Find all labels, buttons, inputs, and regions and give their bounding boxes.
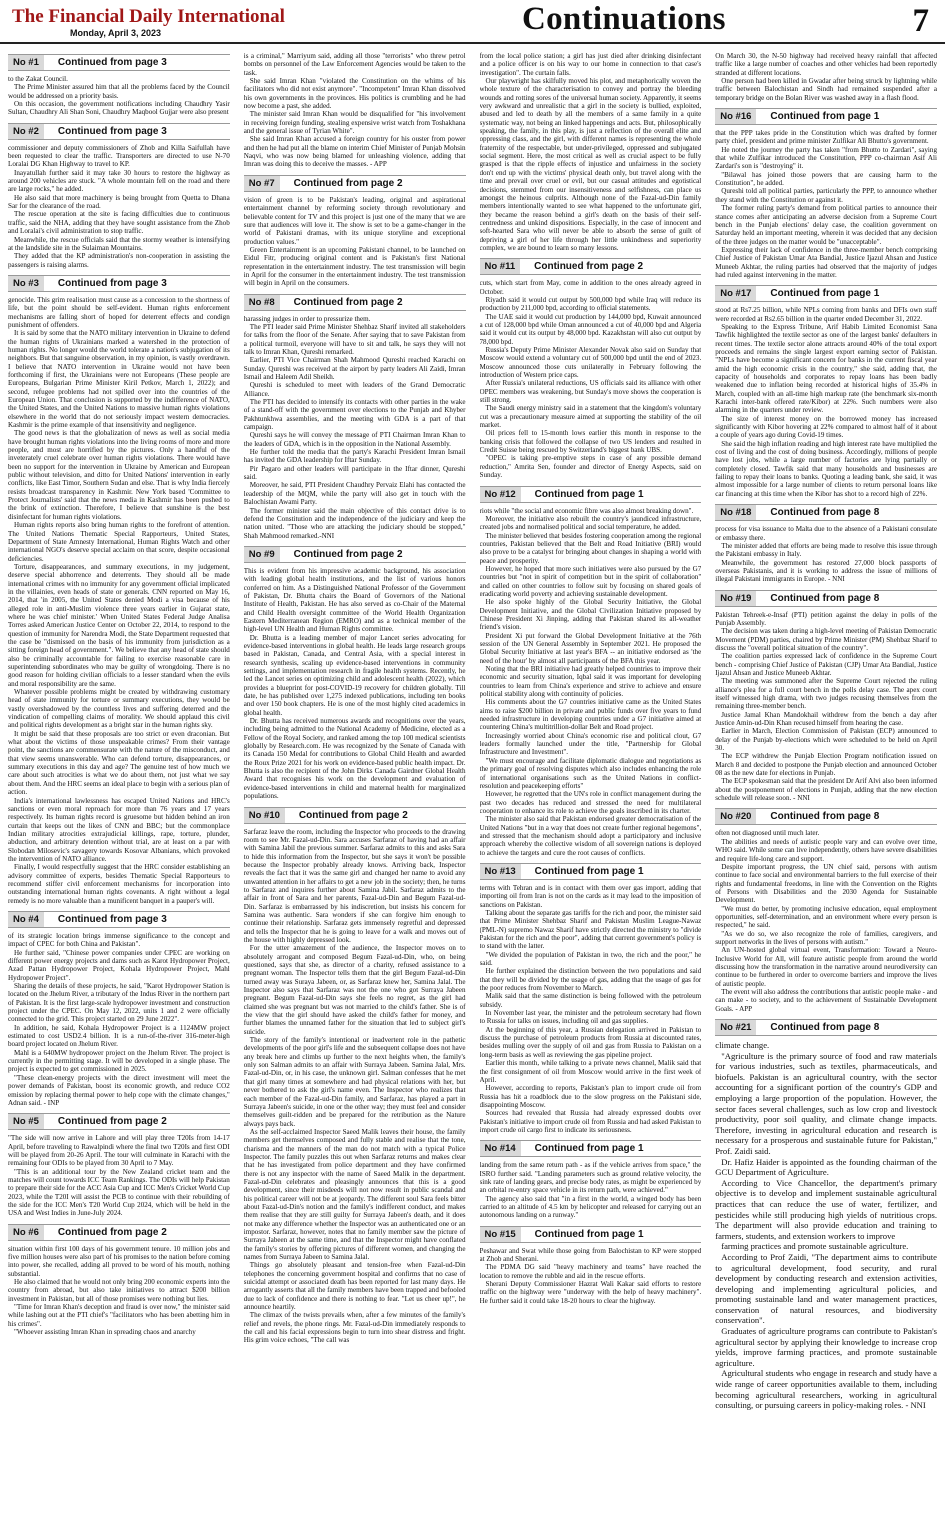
story-header: [480, 258, 702, 275]
story-number-tag: No #12: [480, 487, 521, 502]
story-paragraph: Speaking to the Express Tribune, Arif Habib Limited Economist Sana Tawfik highlighted the textile sector as one of the largest banks' defaulters in recent times. The textile sector alone attracts around 40% of the total export proceeds and remains the single largest export earning sector of Pakistan. "NPLs have become a significant concern for banks in the current fiscal year amid the high economic crisis in the country," she said, adding that, the capacity of households and corporates to repay loans has been badly weakened due to inflation being recorded at historical highs of 35.4% in March, coupled with an all-time high markup rate (the benchmark six-month Karachi inter-bank offered rate/Kibor) at 22%. Such numbers were also alarming in the quarters under review.: [715, 322, 937, 415]
story-number-tag: No #16: [715, 109, 756, 124]
story-paragraph: They added that the KP administration's non-cooperation in assisting the passengers is raising alarms.: [8, 252, 230, 269]
story-header: [244, 175, 466, 192]
story-paragraph: "We divided the population of Pakistan in two, the rich and the poor," he said.: [479, 950, 702, 968]
story-paragraph: The minister said Imran Khan would be disqualified for "his involvement in receiving foreign funding, stealing expensive wrist watch from Toshakhana and the general issue of Tyrian White".: [243, 110, 466, 136]
story-number-tag: No #17: [715, 286, 756, 301]
story-paragraph: Our playwright has skilfully moved his plot, and metaphorically woven the whole texture of the characterisation to convey and portray the bleeding wounds and rotting sores of the universal human society. Apparently, it seems very awkward and unrealistic that a girl in the society is bullied, exploited, abused and led to death by all the members of a same family in a quite systematic way, not being an linked happenings and acts. But, philosophically speaking, the family, in this play, is just a reflection of the overall elite and oppressing class, and the girl, with different names is representing the whole fraternity of the respectable, but under-privileged, oppressed and subjugated social segment. Here, the most critical as well as crucial aspect to be fully grasped is that the ripple effects of injustice and unfairness in the society don't end up with the victims' physical death only, but travel along with the time and prevail over cruel or evil, but our casual attitudes and egotistical decisions, stemmed from our insensitiveness and selfishness, can place us amongst the heinous culprits. Although none of the Fazal-ud-Din family members intentionally wanted to see what happened to the unfortunate girl, they became the reason behind a girl's death on the basis of their self-centredness and unkind dispositions. Especially, in the case of innocent and soft-hearted Sara who will never be able to absorb the sense of guilt of depriving a girl of her life through her little unkindness and superiority complex, we are bound to learn so many lessons.: [479, 77, 702, 252]
story-paragraph: riots while "the social and economic fibre was also almost breaking down".: [479, 506, 694, 515]
story-number-tag: No #1: [8, 55, 44, 70]
continuation-story: [244, 294, 466, 540]
story-paragraph: He also claimed that he would not only bring 200 economic experts into the country from abroad, but also take initiatives to attract $200 billion investment in Pakistan, but all of those promises were nothing but lies.: [8, 1278, 230, 1303]
story-paragraph: "The side will now arrive in Lahore and will play three T20Is from 14-17 April, before traveling to Rawalpindi where the final two T20Is and first ODI will be played from 20-26 April. The tour will culminate in Karachi with the remaining four ODIs to be played from 30 April to 7 May.: [8, 1134, 230, 1168]
continuation-story: [480, 1226, 702, 1305]
story-paragraph: She said the high inflation reading and high interest rate have multiplied the cost of living and the cost of doing business. Accordingly, millions of people have lost jobs, while a large number of factories are lying partially or completely closed. Tawfik said that many households and businesses are failing to repay their loans to banks. Quoting a leading bank, she said, it was almost impossible for a large number of clients to return personal loans like car financing at this time when the Kibor has shot to a record high of 22%.: [715, 439, 937, 498]
story-paragraph: The former ruling party's demand from political parties to announce their stance comes after anticipating an adverse decision from a Supreme Court bench in the Punjab elections' delay case, the coalition government on Saturday held an important meeting, wherein it was decided that any decision of the three judges on the matter would be "unacceptable".: [715, 204, 937, 246]
story-paragraph: "Whoever assisting Imran Khan in spreading chaos and anarchy: [14, 1328, 196, 1337]
story-paragraph: Despite important progress, the UN chief said, persons with autism continue to face social and environmental barriers to the full exercise of their rights and fundamental freedoms, in line with the Convention on the Rights of Persons with Disabilities and the 2030 Agenda for Sustainable Development.: [715, 862, 937, 905]
story-paragraph: The rescue operation at the site is facing difficulties due to continuous traffic, said the NHA, adding that they have sought assistance from the Zhob and Loralai's civil administration to stop traffic.: [8, 210, 230, 236]
continued-from-label: Continued from page 1: [770, 111, 880, 123]
story-paragraph: He further told the media that the party's Karachi President Imran Ismail has invited the GDA leadership for Iftar Sunday.: [243, 448, 466, 465]
story-paragraph: Increasingly worried about China's economic rise and political clout, G7 leaders formally launched under the title, "Partnership for Global Infrastructure and Investment".: [479, 731, 702, 757]
story-header: [480, 486, 702, 503]
story-header: [480, 863, 702, 880]
story-paragraph: Sherani Deputy Commissioner Hazrat Wali Kakar said efforts to restore traffic on the highway were "underway with the help of heavy machinery". He further said it could take 18-20 hours to clear the highway.: [479, 1280, 702, 1305]
continuation-story: [715, 285, 937, 498]
continuation-story: [480, 486, 702, 857]
story-paragraph: Earlier, PTI Vice Chairman Shah Mahmood Qureshi reached Karachi on Sunday. Qureshi was received at the airport by party leaders Ali Zaidi, Imran Ismail and Haleem Adil Sheikh.: [243, 356, 466, 381]
continued-from-label: Continued from page 2: [293, 177, 403, 189]
continued-from-label: Continued from page 2: [57, 1116, 167, 1128]
continued-from-label: Continued from page 2: [293, 548, 403, 560]
story-number-tag: No #14: [480, 1141, 521, 1156]
story-paragraph: However, according to reports, Pakistan's plan to import crude oil from Russia has hit a roadblock due to the slow progress on the Pakistani side, disappointing Moscow.: [479, 1084, 702, 1109]
column-3: [480, 52, 702, 1526]
story-paragraph: The minister also said that Pakistan endorsed greater democratisation of the United Nations "but in a way that does not create further regional hegemons", and stressed that the mechanism should adopt a participatory and inclusive approach whereby the collective wisdom of all sovereign nations is deployed to achieve the targets and cure the root causes of conflicts.: [479, 815, 702, 857]
story-paragraph: The climax of the twists prevails when, after a few minutes of the family's relief and revels, the phone rings. Mr. Fazal-ud-Din immediately responds to the call and his facial expressions begin to turn into shear distress and fright. His grim voice echoes, "The call was: [243, 1311, 466, 1345]
continuation-story: [8, 123, 230, 269]
story-paragraph: "We must encourage and facilitate diplomatic dialogue and negotiations as the primary goal of resolving disputes which also includes enhancing the role of international organisations such as the United Nations in conflict-resolution and peacekeeping efforts": [479, 756, 702, 790]
continuation-story: [715, 52, 937, 102]
continuation-story: [8, 54, 230, 117]
story-paragraph: Earlier in March, Election Commission of Pakistan (ECP) announced to delay of the Punjab by-elections which were scheduled to be held on April 30.: [715, 727, 937, 753]
story-paragraph: In addition, he said, Kohala Hydropower Project is a 1124MW project estimated to cost USD2.4 billion. It is a run-of-the-river 316-meter-high board project located on Jhelum River.: [8, 1023, 230, 1049]
story-paragraph: On March 30, the N-50 highway had received heavy rainfall that affected traffic like a large number of coaches and other vehicles had been reportedly stranded at different locations.: [715, 52, 937, 77]
continuation-story: [480, 52, 702, 252]
story-number-tag: No #2: [8, 124, 44, 139]
story-number-tag: No #10: [244, 808, 285, 823]
story-paragraph: The UAE said it would cut production by 144,000 bpd, Kuwait announced a cut of 128,000 bpd while Oman announced a cut of 40,000 bpd and Algeria said it would cut its output by 48,000 bpd. Kazakhstan will also cut output by 78,000 bpd.: [479, 312, 702, 346]
story-paragraph: Green Entertainment is an upcoming Pakistani channel, to be launched on Eidul Fitr, producing original content and is Pakistan's first National representation in the entertainment industry. The test transmission will begin in April for the consumer in the entertainment industry. The test transmission will begin in April on the consumers.: [243, 245, 466, 288]
story-header: [8, 54, 230, 71]
story-number-tag: No #4: [8, 912, 44, 927]
story-paragraph: The agency also said that "in a first in the world, a winged body has been carried to an altitude of 4.5 km by helicopter and released for carrying out an autonomous landing on a runway.": [479, 1194, 702, 1220]
continued-from-label: Continued from page 2: [293, 296, 403, 308]
story-paragraph: However, he regretted that the UN's role in conflict management during the past two decades has reduced and stressed the need for multilateral cooperation to enhance its role to achieve the goals inscribed in its charter.: [479, 790, 702, 815]
column-1: [8, 52, 230, 1526]
story-paragraph: landing from the same return path - as if the vehicle arrives from space," the ISRO further said. "Landing parameters such as ground relative velocity, the sink rate of landing gears, and precise body rates, as might be experienced by an orbital re-entry space vehicle in its return path, were achieved.": [479, 1161, 702, 1195]
story-number-tag: No #19: [715, 591, 756, 606]
story-header: [244, 546, 466, 563]
story-paragraph: The minister added that efforts are being made to resolve this issue through the Pakistani embassy in Italy.: [715, 541, 937, 559]
story-paragraph: The event will also address the contributions that autistic people make - and can make - to society, and to the achievement of Sustainable Development Goals. - APP: [715, 988, 937, 1013]
continued-from-label: Continued from page 8: [770, 811, 880, 823]
story-paragraph: The abilities and needs of autistic people vary and can evolve over time, WHO said. While some can live independently, others have severe disabilities and require life-long care and support.: [715, 837, 937, 863]
continued-from-label: Continued from page 3: [57, 913, 167, 925]
story-number-tag: No #5: [8, 1114, 44, 1129]
story-header: [715, 285, 937, 302]
continuation-story: [715, 108, 937, 279]
story-paragraph: process for visa issuance to Malta due to the absence of a Pakistani consulate or embassy there.: [715, 525, 937, 542]
story-paragraph: Finally, I would respectfully suggest that the HRC consider establishing an advisory committee of experts, besides Thematic Special Rapporteurs to recommend stiffer civil enforcement mechanisms for incorporation into outstanding international human rights covenants. A right without a legal remedy is no more valuable than a munificent banquet in a pauper's will.: [8, 863, 230, 905]
story-paragraph: "OPEC is taking pre-emptive steps in case of any possible demand reduction," Amrita Sen, founder and director of Energy Aspects, said on Sunday.: [479, 454, 702, 480]
story-paragraph: He also said that more machinery is being brought from Quetta to Dhana Sar for the clearance of the road.: [8, 193, 230, 211]
continued-from-label: Continued from page 2: [57, 1226, 167, 1238]
page-number: 7: [912, 3, 929, 39]
story-paragraph: "We must do better, by promoting inclusive education, equal employment opportunities, self-determination, and an environment where every person is respected," he said.: [715, 904, 937, 930]
continued-from-label: Continued from page 8: [770, 507, 880, 519]
story-paragraph: Things go absolutely pleasant and tension-free when Fazal-ud-Din telephones the concerning government hospital and confirms that no case of suicidal attempt or associated death has been reported for last many days. He arrogantly asserts that all the family members have been trapped and befooled due to lack of confidence and there is nothing to fear. "Let us cheer up!", he announce heartily.: [243, 1261, 466, 1312]
story-paragraph: Russia's Deputy Prime Minister Alexander Novak also said on Sunday that Moscow would extend a voluntary cut of 500,000 bpd until the end of 2023. Moscow announced those cuts unilaterally in February following the introduction of Western price caps.: [479, 346, 702, 380]
story-header: [715, 590, 937, 607]
story-number-tag: No #20: [715, 809, 756, 824]
story-paragraph: She said Imran Khan accused a foreign country for his ouster from power and then he had put all the blame on interim Chief Minister of Punjab Mohsin Naqvi, who was now being blamed for unleashing violence, adding that Imran was doing this to deceive the masses. - APP: [243, 135, 466, 169]
story-paragraph: The minister believed that besides fostering cooperation among the regional countries, Pakistan believed that the Belt and Road Initiative (BRI) would also prove to be a catalyst for bringing about changes in shaping a world with peace and prosperity.: [479, 531, 702, 565]
masthead: [0, 0, 945, 44]
story-paragraph: The former minister said the main objective of this contact drive is to defend the Constitution and the independence of the judiciary and keep the nation united. "Those who are attacking the judiciary should be stopped," Shah Mahmood remarked.-NNI: [243, 506, 466, 540]
continuation-story: [715, 808, 937, 1013]
continuation-story: [480, 258, 702, 479]
continued-from-label: Continued from page 1: [534, 488, 644, 500]
story-paragraph: The PDMA DG said "heavy machinery and teams" have reached the location to remove the rubble and aid in the rescue efforts.: [479, 1263, 702, 1280]
continuation-story: [8, 275, 230, 905]
story-paragraph: The coalition parties expressed lack of confidence in the Supreme Court bench - comprising Chief Justice of Pakistan (CJP) Umar Ata Bandial, Justice Ijazul Ahsan and Justice Muneeb Akhtar.: [715, 652, 937, 677]
story-paragraph: For the utter amazement of the audience, the Inspector moves on to absolutely arrogant and composed Begum Fazal-ud-Din, who, on being questioned, says that she, as director of a charity, refused assistance to a pregnant woman. The Inspector tells them that the girl Begum Fazal-ud-Din turned away was Suraya Jabeen, or, as Sarfaraz knew her, Samina Jalal. The Inspector also says that Sarfaraz was not the one who got Surraya Jabeen pregnant. Begum Fazal-ud-Din says she feels no regret, as the girl had claimed she was pregnant but was not married to the child's father. She is of the view that the girl should have asked the child's father for money, and further blames the unnamed father for the situation that led to subject girl's suicide.: [243, 944, 466, 1036]
story-number-tag: No #9: [244, 547, 280, 562]
story-number-tag: No #6: [8, 1225, 44, 1240]
story-paragraph: Dr. Hafiz Haider is appointed as the founding chairman of the GCU Department of Agriculture.: [715, 1156, 937, 1178]
story-paragraph: from the local police station; a girl has just died after drinking disinfectant and a police officer is on his way to our home in connection to that case's investigation". The curtain falls.: [479, 52, 702, 77]
story-paragraph: The PTI has decided to intensify its contacts with other parties in the wake of a stand-off with the government over elections to the Punjab and Khyber Pakhtunkhwa assemblies, and the meeting with GDA is a part of that campaign.: [243, 398, 466, 432]
continuation-story: [715, 590, 937, 803]
story-paragraph: of its strategic location brings immense significance to the concept and impact of CPEC for both China and Pakistan".: [8, 931, 230, 949]
story-paragraph: Moreover, the initiative also rebuilt the country's jaundiced infrastructure, created jobs and normalised political and social temperature, he added.: [479, 514, 702, 532]
story-paragraph: harassing judges in order to pressurize them.: [243, 314, 371, 323]
story-paragraph: "These clean-energy projects with the direct investment will meet the power demands of Pakistan, boost its economic growth, and reduce CO2 emission by replacing thermal power to help cope with the climate changes," Adnan said. - INP: [8, 1073, 230, 1107]
story-header: [8, 123, 230, 140]
story-paragraph: Human rights reports also bring human rights to the forefront of attention. The United Nations Thematic Special Rapporteurs, United States, Department of State Amnesty International, Human Rights Watch and other international NGO's deserve special acclaim on that score, despite occasional deficiencies.: [8, 521, 230, 563]
story-paragraph: Inayatullah further said it may take 30 hours to restore the highway as around 200 vehicles are stuck. "A whole mountain fell on the road and there are large rocks," he added.: [8, 168, 230, 194]
story-paragraph: He noted the journey the party has taken "from Bhutto to Zardari", saying that while Zulfikar introduced the Constitution, PPP co-chairman Asif Ali Zardari's son is "destroying" it.: [715, 145, 937, 171]
story-paragraph: Agricultural students who engage in research and study have a wide range of career opportunities available to them, including becoming agricultural researchers, working in agricultural consulting, or pursuing careers in policy-making roles. - NNI: [715, 1368, 937, 1411]
newspaper-name: The Financial Daily International: [12, 6, 285, 27]
story-number-tag: No #21: [715, 1020, 756, 1035]
continuation-story: [244, 175, 466, 288]
story-header: [8, 1224, 230, 1241]
continuation-story: [715, 1019, 937, 1411]
story-paragraph: Peshawar and Swat while those going from Balochistan to KP were stopped at Zhob and Sherani.: [479, 1246, 702, 1263]
continued-from-label: Continued from page 2: [534, 261, 644, 273]
continued-from-label: Continued from page 3: [57, 57, 167, 68]
story-paragraph: Moreover, he said, PTI President Chaudhry Pervaiz Elahi has contacted the leadership of the MQM, while the party will also get in touch with the Balochistan Awami Party.: [243, 481, 466, 507]
story-paragraph: Expressing their lack of confidence in the three-member bench comprising Chief Justice of Pakistan Umar Ata Bandial, Justice Ijazul Ahsan and Justice Muneeb Akhtar, the ruling parties had observed that the majority of judges had ruled against intervening in the matter.: [715, 245, 937, 279]
story-paragraph: On this occasion, the government notifications including Chaudhry Yasir Sultan, Chaudhry Ali Shan Soni, Chaudhry Maqbool Gujjar were also present: [8, 100, 230, 117]
continuation-story: [8, 1224, 230, 1337]
continued-from-label: Continued from page 1: [534, 1228, 644, 1240]
continuation-story: [480, 1140, 702, 1219]
story-paragraph: Qureshi is scheduled to meet with leaders of the Grand Democratic Alliance.: [243, 381, 466, 398]
story-paragraph: According to Prof Zaidi, "The department aims to contribute to agricultural development, food security, and rural development by conducting research and extension activities, developing and implementing agricultural policies, and promoting sustainable land and water management practices, conservation of natural resources, and biodiversity conservation".: [715, 1251, 937, 1326]
story-paragraph: "As we do so, we also recognize the role of families, caregivers, and support networks in the lives of persons with autism.": [715, 929, 937, 946]
story-paragraph: to the Zakat Council.: [8, 75, 68, 83]
story-paragraph: cuts, which start from May, come in addition to the ones already agreed in October.: [479, 279, 702, 296]
continuation-story: [715, 504, 937, 583]
story-paragraph: An UN-hosted global virtual event, Transformation: Toward a Neuro-Inclusive World for All, will feature autistic people from around the world discussing how the transformation in the narrative around neurodiversity can continue to be furthered in order to overcome barriers and improve the lives of autistic people.: [715, 946, 937, 988]
continued-from-label: Continued from page 1: [534, 1143, 644, 1155]
continued-from-label: Continued from page 1: [534, 865, 644, 877]
continuation-story: [480, 863, 702, 1134]
story-paragraph: She said Imran Khan "violated the Constitution on the whims of his facilitators who did not exist anymore". "Incompetent" Imran Khan dissolved his own governments in the provinces. His politics is crumbling and he had now become a past, she added.: [243, 77, 466, 111]
story-paragraph: that the PPP takes pride in the Constitution which was drafted by former party chief, president and prime minister Zulfikar Ali Bhutto's government.: [715, 129, 937, 146]
story-paragraph: commissioner and deputy commissioners of Zhob and Killa Saifullah have been requested to clear the traffic. Transporters are directed to use N-70 Loralai DG Khan Highway to travel to KP.: [8, 143, 230, 169]
story-paragraph: After Russia's unilateral reductions, US officials said its alliance with other OPEC members was weakening, but Sunday's move shows the cooperation is still strong.: [479, 379, 702, 405]
continuation-story: [244, 807, 466, 1345]
story-header: [8, 275, 230, 292]
continued-from-label: Continued from page 3: [57, 125, 167, 137]
story-paragraph: is a criminal," Marriyum said, adding all those "terrorists" who threw petrol bombs on personnel of the Law Enforcement Agencies would be taken to the task.: [243, 52, 466, 77]
story-paragraph: It might be said that these proposals are too strict or even draconian. But what about the victims of those unspeakable crimes? From their vantage point, the sanctions are commensurate with the nature of the misconduct, and that view seems unanswerable. Who can defend torture, disappearances, or summary executions in this day and age? The genuine test of how much we care about such atrocities is what we do about them, not just what we say about them. And the HRC seems an ideal place to begin with a serious plan of action.: [8, 729, 230, 797]
story-header: [244, 807, 466, 824]
story-paragraph: The meeting was summoned after the Supreme Court rejected the ruling alliance's plea for a full court bench in the polls delay case. The apex court itself witnessed high drama, with two judges recusing themselves from the remaining three-member bench.: [715, 677, 937, 711]
story-paragraph: climate change.: [715, 1040, 770, 1051]
story-header: [715, 808, 937, 825]
story-paragraph: vision of green is to be Pakistan's leading, original and aspirational entertainment channel by reforming society through revolutionary and believable content for TV and this project is just one of the many that we are sure that audiences will love it. The show is set to be a game-changer in the world of Pakistani dramas, with its unique storyline and exceptional production values.": [243, 195, 466, 246]
story-paragraph: This is evident from his impressive academic background, his association with leading global health institutions, and the list of various honors conferred on him. As a Distinguished National Professor of the Government of Pakistan, Dr. Bhutta chairs the Board of Governors of the National Institute of Health, Pakistan. He has also served as co-Chair of the Maternal and Child Health oversight committee of the World Health Organization Eastern Mediterranean Region (EMRO) and as a technical member of the high-level UN Health and Human Rights committee.: [243, 566, 466, 634]
story-number-tag: No #11: [480, 259, 521, 274]
story-paragraph: He also spoke highly of the Global Security Initiative, the Global Development Initiative, and the Global Civilization Initiative proposed by Chinese President Xi Jinping, adding that Pakistan shared its all-weather friend's vision.: [479, 598, 702, 632]
story-number-tag: No #3: [8, 276, 44, 291]
continuation-story: [244, 52, 466, 169]
column-2: [244, 52, 466, 1526]
story-paragraph: Mahl is a 640MW hydropower project on the Jhelum River. The project is currently in the permitting stage. It will be developed in a single phase. The project is expected to get commissioned in 2025.: [8, 1048, 230, 1074]
story-number-tag: No #8: [244, 295, 280, 310]
story-paragraph: President Xi put forward the Global Development Initiative at the 76th session of the UN General Assembly in September 2021. He proposed the Global Security Initiative at last year's BFA -- an initiative endorsed as 'the need of the hour' by almost all participants of the BFA this year.: [479, 631, 702, 665]
story-paragraph: He further explained the distinction between the two populations and said that they will be divided by the usage of gas, adding that the usage of gas for the poor reduces from November to March.: [479, 967, 702, 993]
story-header: [715, 1019, 937, 1036]
story-paragraph: The ECP spokesman said that the president Dr Arif Alvi also been informed about the postponement of elections in Punjab, adding that the new election schedule will release soon. - NNI: [715, 777, 937, 803]
story-paragraph: "This is an additional tour by the New Zealand cricket team and the matches will count towards ICC Team Rankings. The ODIs will help Pakistan to prepare their side for the ACC Asia Cup and ICC Men's Cricket World Cup 2023, while the T20I will assist the PCB to continue with their rebuilding of the side for the ICC Men's T20 World Cup 2024, which will be held in the USA and West Indies in June-July 2024.: [8, 1167, 230, 1218]
story-paragraph: Dr. Bhutta has received numerous awards and recognitions over the years, including being admitted to the National Academy of Medicine, elected as a Fellow of the Royal Society, and ranked among the top 100 medical scientists globally by Research.com. He was recognized by the Senate of Canada with its Canada 150 Medal for contributions to Global Child Health and awarded the Roux Prize 2021 for his work on evidence-based public health impact. Dr. Bhutta is also the recipient of the John Dirks Canada Gairdner Global Health Award that recognises his work on the development and evaluation of evidence-based interventions in child and maternal health for marginalized populations.: [243, 717, 466, 801]
story-number-tag: No #15: [480, 1227, 521, 1242]
story-paragraph: farming practices and promote sustainable agriculture.: [721, 1241, 909, 1252]
story-paragraph: genocide. This grim realisation must cause as a concession to the shortness of life, but the point should be self-evident. Human rights enforcement mechanisms are falling short of hoped for deterrent effects and condign punishment of offenders.: [8, 295, 230, 329]
story-header: [715, 108, 937, 125]
continued-from-label: Continued from page 8: [770, 592, 880, 604]
story-paragraph: "Time for Imran Khan's deception and fraud is over now," the minister said while lashing out at the PTI chief's "facilitators who has been abetting him in his crimes".: [8, 1303, 230, 1328]
story-paragraph: The decision was taken during a high-level meeting of Pakistan Democratic Movement (PDM) parties, chaired by Prime Minister (PM) Shehbaz Sharif to discuss the "overall political situation of the country".: [715, 627, 937, 652]
story-paragraph: Qureshi told all political parties, particularly the PPP, to announce whether they stand with the Constitution or against it.: [715, 187, 937, 204]
story-paragraph: India's international lawlessness has escaped United Nations and HRC's sanctions or even moral reproach for more than 76 years and 17 years respectively. Its human rights record is gruesome but hidden behind an iron curtain that keeps out the likes of CNN and BBC; but the commonplace Indian military atrocities extrajudicial killings, rape, torture, plunder, abduction, and arbitrary detention without trial, are at least on a par with Slobodan Milosevic's savagery towards Kosovar Albanians, which provoked the intervention of NATO alliance.: [8, 796, 230, 863]
story-paragraph: Meanwhile, the government has restored 27,000 block passports of overseas Pakistanis, and it is working to address the issue of millions of illegal Pakistani immigrants in Europe. - NNI: [715, 558, 937, 584]
story-paragraph: Graduates of agriculture programs can contribute to Pakistan's agricultural sector by applying their knowledge to increase crop yields, improve farming practices, and promote sustainable agriculture.: [715, 1326, 937, 1368]
continuation-story: [8, 1113, 230, 1217]
story-paragraph: Meanwhile, the rescue officials said that the stormy weather is intensifying at the landslide site in the Sulaiman Mountains.: [8, 235, 230, 252]
story-paragraph: One person had been killed in Gwadar after being struck by lightning while traffic between Balochistan and Sindh had remained suspended after a temporary bridge on the Bolan River was washed away in a flash flood.: [715, 77, 937, 102]
continuation-story: [8, 911, 230, 1107]
story-paragraph: Qureshi says he will convey the message of PTI Chairman Imran Khan to the leaders of GDA, which is in the opposition in the National Assembly.: [243, 431, 466, 448]
story-header: [8, 1113, 230, 1130]
story-paragraph: The ECP withdrew the Punjab Election Program notification issued on March 8 and decided to postpone the Punjab election and announced October 08 as the new date for elections in Punjab.: [715, 752, 937, 778]
story-header: [244, 294, 466, 311]
story-number-tag: No #7: [244, 176, 280, 191]
story-number-tag: No #13: [480, 864, 521, 879]
story-header: [8, 911, 230, 928]
story-paragraph: Whatever possible problems might be created by withdrawing customary head of state immunity for torture or summary executions, they would be vastly overshadowed by the countless lives and suffering deterred and the vindication of compelling claims of morality. We should applaud this civil and political rights development as a bright star in the human rights sky.: [8, 688, 230, 730]
story-paragraph: Oil prices fell to 15-month lows earlier this month in response to the banking crisis that followed the collapse of two US lenders and resulted in Credit Suisse being rescued by Switzerland's biggest bank UBS.: [479, 429, 702, 455]
story-paragraph: Earlier this month, while talking to a private news channel, Malik said that the first consignment of oil from Moscow would arrive in the first week of April.: [479, 1059, 702, 1084]
story-paragraph: The PTI leader said Prime Minister Shehbaz Sharif invited all stakeholders for talks from the floor of the Senate. After saying that to save Pakistan from a political turmoil, everyone will have to sit and talk, he says they will not talk to Imran Khan, Qureshi remarked.: [243, 322, 466, 356]
story-paragraph: However, he hoped that more such initiatives were also pursued by the G7 countries but "not in spirit of competition but in the spirit of collaboration" and called on other countries to follow suit by focusing on shared goals of eradicating world poverty and achieving sustainable development.: [479, 564, 702, 598]
story-paragraph: stood at Rs7.25 billion, while NPLs coming from banks and DFIs own staff were recorded at Rs2.65 billion in the quarter ended December 31, 2022.: [715, 306, 937, 323]
story-header: [480, 1226, 702, 1243]
story-paragraph: He further said, "Chinese power companies under CPEC are working on different power energy projects and dams such as Karot Hydropower Project, Azad Pattan Hydropower Project, Kohala Hydropower Project, Mahl Hydropower Project".: [8, 948, 230, 982]
story-paragraph: His comments about the G7 countries initiative came as the United States aims to raise $200 billion in private and public funds over five years to fund needed infrastructure in developing countries under a G7 initiative aimed at countering China's multitrillion-dollar Belt and Road project.: [479, 698, 702, 732]
story-paragraph: Malik said that the same distinction is being followed with the petroleum subsidy.: [479, 992, 702, 1009]
story-paragraph: The good news is that the globalization of news as well as social media have brought human rights violations into the living rooms of more and more people, and most are horrified by the pictures. Only a handful of the inveterately cruel celebrate over human rights violations. There would have been no support for the intervention in Ukraine by American and European public without television, and ditto for United Nations' intervention in early conflicts, like East Timor, Southern Sudan and else. That is why India fiercely resists broadcast transparency in Kashmir. New York based 'Committee to Protect Journalists' said that the news media in Kashmir has been pushed to the brink of extinction. Therefore, I believe that sunshine is the best disinfectant for human rights violations.: [8, 429, 230, 521]
continued-from-label: Continued from page 3: [57, 277, 167, 289]
story-paragraph: The Prime Minister assured him that all the problems faced by the Council would be addressed on a priority basis.: [8, 83, 230, 100]
story-paragraph: terms with Tehran and is in contact with them over gas import, adding that importing oil from Iran is not on the cards as it may lead to the imposition of sanctions on Pakistan.: [479, 883, 702, 909]
story-paragraph: Noting that the BRI initiative had greatly helped countries to improve their economic and security situation, Iqbal said it was important for developing countries to learn from China's experience and strive to achieve and ensure political stability along with continuity of policies.: [479, 665, 702, 699]
story-paragraph: Talking about the separate gas tariffs for the rich and poor, the minister said that Prime Minister Shehbaz Sharif and Pakistan Muslim League-Nawaz (PML-N) supremo Nawaz Sharif have strictly directed the ministry to "divide Pakistan for the rich and the poor", adding that current government's policy is to stand with the latter.: [479, 908, 702, 951]
story-paragraph: The Saudi energy ministry said in a statement that the kingdom's voluntary cut was a precautionary measure aimed at supporting the stability of the oil market.: [479, 404, 702, 430]
story-paragraph: Dr. Bhutta is a leading member of major Lancet series advocating for evidence-based interventions in global health. He leads large research groups based in Pakistan, Canada, and Central Asia, with a special interest in research synthesis, scaling up evidence-based interventions in community settings, and implementation research in fragile health systems. Recently, he led the Lancet series on optimizing child and adolescent health (2022), which provides a blueprint for post-COVID-19 recovery for children globally. Till date, he has published over 1,275 indexed publications, including ten books and over 150 book chapters. He is one of the most highly cited academics in global health.: [243, 633, 466, 717]
story-paragraph: Sharing the details of these projects, he said, "Karot Hydropower Station is located on the Jhelum River, a tributary of the Indus River in the northern part of Pakistan. It is the first large-scale hydropower investment and construction project under the CPEC. On May 12, 2022, units 1 and 2 were officially connected to the grid. This project started on 29 June 2022".: [8, 982, 230, 1024]
story-paragraph: Justice Jamal Khan Mandokhail withdrew from the bench a day after Justice Amin-ud-Din Khan recused himself from hearing the case.: [715, 710, 937, 728]
continued-from-label: Continued from page 2: [298, 809, 408, 821]
story-paragraph: In November last year, the minister and the petroleum secretary had flown to Russia for talks on issues, including oil and gas supplies.: [479, 1009, 702, 1026]
story-paragraph: Riyadh said it would cut output by 500,000 bpd while Iraq will reduce its production by 211,000 bpd, according to official statements.: [479, 295, 702, 313]
column-4: [715, 52, 937, 1526]
story-paragraph: At the beginning of this year, a Russian delegation arrived in Pakistan to discuss the purchase of petroleum products from Russia at discounted rates, besides mulling over the supply of oil and gas from Russia to Pakistan on a long-term basis as well as reviewing the gas pipeline project.: [479, 1025, 702, 1059]
article-columns: [8, 52, 937, 1526]
story-paragraph: As the self-acclaimed Inspector Saeed Malik leaves their house, the family members get themselves composed and fully stable and realise that the tone, charisma and the manners of the man do not match with a typical Police Inspector. The family puzzles this out when Sarfaraz returns and makes clear that he has investigated from police department and they have confirmed there is not any inspector with the name of Saeed Malik in the department. Fazal-ud-Din celebrates and pleasingly announces that this is a good development, since their misdeeds will not now result in public scandal and his political career will not be at jeopardy. The different soul Sara feels bitter about Fazal-ud-Din's notion and the family's indifferent conduct, and makes them realise that they are still guilty for Surraya Jabeen's death, and it does not make any difference whether the Inspector was an authenticated one or an impostor. Sarfaraz, however, notes that no family member saw the picture of Surraya Jabeen at the same time, and that the Inspector might have conflated the family's stories by offering pictures of different women, and changing the names from Surraya Jabeen to Samina Jalal.: [243, 1127, 466, 1262]
story-paragraph: often not diagnosed until much later.: [715, 829, 820, 838]
issue-date: Monday, April 3, 2023: [70, 28, 162, 38]
story-paragraph: Sarfaraz leave the room, including the Inspector who proceeds to the drawing room to see Mr. Fazal-ud-Din. Sara accuses Sarfaraz of having had an affair with Samina Jabil the previous summer. Sarfaraz admits to this and asks Sara to hide this information from the Inspector, but she says it won't be possible because the Inspector probably already knows. Arriving back, Inspector reveals the fact that it was the same girl and changed her name to avoid any unwanted attention in her affairs to get a new job in the society; then, he turns to Sarfaraz and inquires further about Samina Jabil. Sarfaraz admits to the affair in front of Sara and her parents, Fazal-ud-Din and Begum Fazal-ud-Din. Sarfaraz is embarrassed by his indiscretion, but insists his concern for Samina was authentic. Sara wonders if she can forgive him enough to continue their relationship. Sarfaraz gets immensely regretful and depressed and tells the Inspector that he is going to leave for a walk and moves out of the house with highly depressed look.: [243, 827, 466, 944]
story-paragraph: "Bilawal has joined those powers that are causing harm to the Constitution", he added.: [715, 170, 937, 188]
story-paragraph: According to Vice Chancellor, the department's primary objective is to develop and implement sustainable agricultural practices that can reduce the use of water, fertilizer, and pesticides while still producing high yields of nutritious crops. The department will also provide education and training to farmers, students, and extension workers to improve: [715, 1177, 937, 1241]
section-title: Continuations: [522, 1, 726, 37]
story-paragraph: The size of interest money on the borrowed money has increased significantly with Kibor hovering at 22% compared to almost half of it about a couple of years ago during Covid-19 times.: [715, 414, 937, 440]
story-paragraph: It is said by some that the NATO military intervention in Ukraine to defend the human rights of Ukrainians marked a watershed in the protection of human rights. No longer would the world tolerate a nation's subjugation of its neighbors. But that sanguine observation, in my opinion, is vastly overdrawn. I believe that NATO intervention in Ukraine would not have been forthcoming if first, the Ukrainians were not Europeans (These people are Europeans, Bulgarian Prime Minister Kiril Petkov, March 1, 2022); and second, refugee problems had not spilled over into the countries of the European Union. That conclusion is supported by the indifference of NATO, the United States, and the United Nations to massive human rights violations elsewhere in the world that do not seriously impact western democracies. Kashmir is the prime example of that insensitivity and negligence.: [8, 329, 230, 430]
story-header: [715, 504, 937, 521]
story-paragraph: Pir Pagaro and other leaders will participate in the Iftar dinner, Qureshi said.: [243, 464, 466, 482]
story-paragraph: The story of the family's intentional or inadvertent role in the pathetic developments of the poor girl's life and the subsequent collapse does not have any break here and climbs up further to the next heights when, the family's only son Salman admits to an affair with Surraya Jabeen. Samina Jalal, Mrs. Fazal-ud-Din, or, in his case, the unknown girl. Salman confesses that he met that girl many times at somewhere and had physical relations with her, but never bothered to ask the girl's name even. The Inspector who realizes that each member of the Fazal-ud-Din family, and Sarfaraz, has played a part in Surraya Jabeen's suicide, in one or the other way; they must feel and consider themselves guilt-ridden and be prepared for the retribution as the Nature always pays back.: [243, 1036, 466, 1128]
story-paragraph: Sources had revealed that Russia had already expressed doubts over Pakistan's initiative to import crude oil from Russia and had asked Pakistan to import crude oil cargo first to indicate its seriousness.: [479, 1109, 702, 1134]
continued-from-label: Continued from page 8: [770, 1022, 880, 1034]
story-paragraph: situation within first 100 days of his government tenure. 10 million jobs and five million houses were also part of his promises to the nation before coming into power, she recalled, adding all proved to be word of his mouth, nothing substantial.: [8, 1244, 230, 1278]
story-paragraph: Pakistan Tehreek-e-Insaf (PTI) petition against the delay in polls of the Punjab Assembly.: [715, 610, 937, 627]
story-header: [480, 1140, 702, 1157]
continued-from-label: Continued from page 1: [770, 288, 880, 300]
story-paragraph: Torture, disappearances, and summary executions, in my judgement, deserve special abhorrence and deterrents. They should all be made international crimes with no immunity for any government official implicated in the villainies, even heads of state or generals. CNN reported on May 16, 2014, that 'in 2005, the United States denied Modi a visa because of his alleged role in anti-Muslim violence three years earlier in Gujarat state, where he was chief minister.' When United States Federal Judge Analisa Torres asked American Justice Center on October 22, 2014, to respond to the question of immunity for Narendra Modi, the State Department requested that the case be "dismissed on the basis of his immunity from jurisdiction as a sitting foreign head of government.". We believe that any head of state should also be criminally accountable for failing to exercise reasonable care in superintending subordinates who may be guilty of wrongdoing. There is no good reason for holding civilian officials to a lesser standard when the evils and moral responsibility are the same.: [8, 562, 230, 688]
continuation-story: [244, 546, 466, 801]
story-paragraph: "Agriculture is the primary source of food and raw materials for various industries, such as textiles, pharmaceuticals, and biofuels. Pakistan is an agricultural country, with the sector accounting for a significant portion of the country's GDP and employing a large proportion of the population. However, the sector faces several challenges, such as low crop and livestock productivity, poor soil quality, and climate change impacts. Therefore, investing in agricultural education and research is necessary for a prosperous and sustainable future for Pakistan," Prof. Zaidi said.: [715, 1050, 937, 1156]
story-number-tag: No #18: [715, 505, 756, 520]
